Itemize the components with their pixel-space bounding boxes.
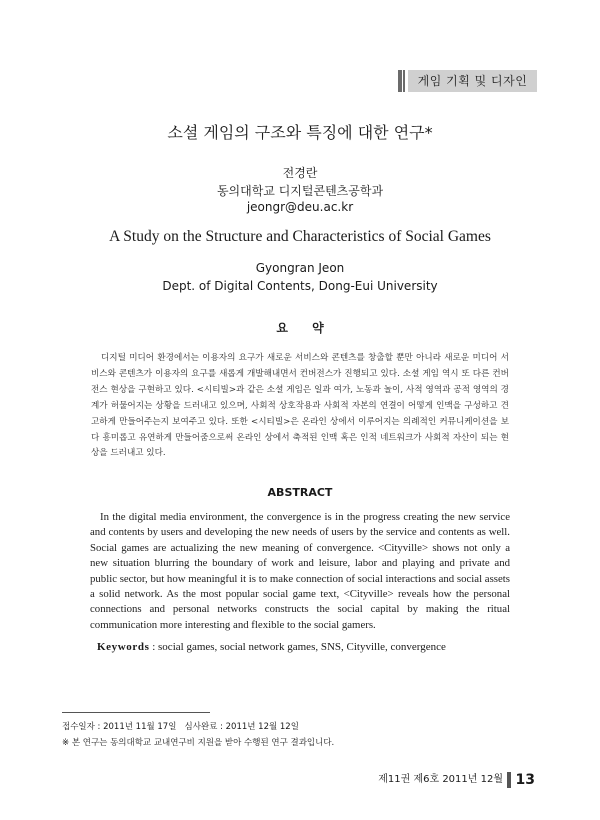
abstract-ko-heading: 요 약 bbox=[276, 321, 334, 335]
keywords-label: Keywords bbox=[97, 641, 150, 653]
abstract-en-body: In the digital media environment, the convergence is in the progress creating the new service and contents by users and developing the new needs of users by the service and contents as well. Social games are actualizing the new meaning of convergence. <Cityville> shows not only a new situation blurring the boundary of work and leisure, labor and playing and private and public sector, but how meaningful it is to make connection of social interactions and social assets a solid network. As the most popular social game text, <Cityville> reveals how the personal connections and personal networks constructs the social capital by making the ritual communication more interesting and flexible to the social gamers. bbox=[90, 511, 510, 631]
author-email: jeongr@deu.ac.kr bbox=[246, 200, 354, 214]
abstract-en-heading: ABSTRACT bbox=[267, 486, 333, 499]
paper-title-en: A Study on the Structure and Characteristics of Social Games bbox=[109, 228, 491, 245]
keywords-separator: : bbox=[152, 641, 159, 653]
keywords-line bbox=[97, 641, 517, 653]
author-name-en: Gyongran Jeon bbox=[255, 261, 345, 275]
received-dates: 접수일자 : 2011년 11월 17일 심사완료 : 2011년 12월 12일 bbox=[62, 722, 299, 732]
abstract-ko-body: 디지털 미디어 환경에서는 이용자의 요구가 새로운 서비스와 콘텐츠를 창출할 뿐만 아니라 새로운 미디어 서비스와 콘텐츠가 이용자의 요구를 새롭게 개발해내면서 컨버전스가 진행되고 있다. 소셜 게임 역시 또 다른 컨버전스 현상을 구현하고 있다. <시티빌>과 같은 소셜 게임은 일과 여가, 노동과 놀이, 사적 영역과 공적 영역의 경계가 허물어지는 상황을 드러내고 있으며, 사회적 상호작용과 사회적 자본의 연결이 어떻게 인맥을 구성하고 견고하게 만들어주는지 보여주고 있다. 또한 <시티빌>은 온라인 상에서 이루어지는 의례적인 커뮤니케이션을 보다 흥미롭고 유연하게 만들어줌으로써 온라인 상에서 축적된 인맥 혹은 인적 네트워크가 사회적 자산이 되는 현상을 드러내고 있다. bbox=[91, 353, 509, 459]
footer-bar bbox=[507, 772, 511, 788]
section-tag bbox=[398, 70, 537, 92]
section-label: 게임 기획 및 디자인 bbox=[408, 70, 537, 92]
keywords-list: social games, social network games, SNS, Cityville, convergence bbox=[158, 641, 446, 653]
issue-info: 제11권 제6호 2011년 12월 bbox=[378, 774, 503, 785]
tag-bar-outer bbox=[398, 70, 402, 92]
page-number: 13 bbox=[515, 772, 535, 788]
footnote-divider bbox=[62, 712, 210, 713]
paper-title-ko: 소셜 게임의 구조와 특징에 대한 연구* bbox=[167, 123, 433, 142]
affiliation-en: Dept. of Digital Contents, Dong-Eui University bbox=[162, 279, 438, 293]
author-name-ko: 전경란 bbox=[282, 166, 318, 180]
page-footer bbox=[378, 772, 545, 788]
tag-bar-inner bbox=[403, 70, 405, 92]
funding-note: ※ 본 연구는 동의대학교 교내연구비 지원을 받아 수행된 연구 결과입니다. bbox=[62, 738, 335, 748]
affiliation-ko: 동의대학교 디지털콘텐츠공학과 bbox=[216, 184, 384, 198]
